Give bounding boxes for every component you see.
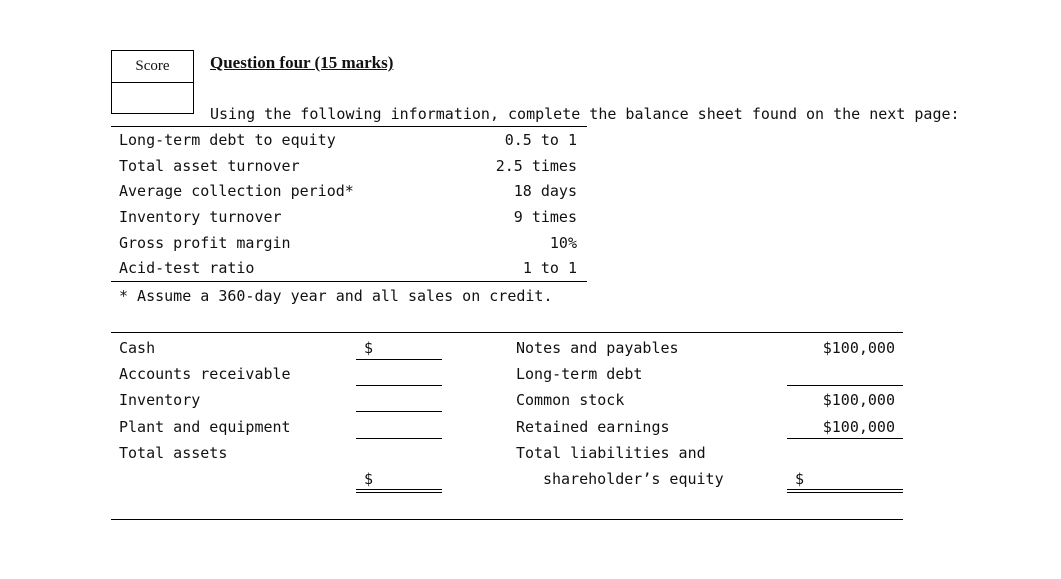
question-intro: Using the following information, complete the balance sheet found on the next page: (210, 105, 960, 123)
asset-blank-line-receivables (356, 385, 442, 386)
ratio-name: Inventory turnover (119, 208, 282, 226)
equity-amount-retained-earnings: $100,000 (822, 418, 895, 436)
ratio-value: 10% (549, 234, 577, 252)
total-liabilities-label-line1: Total liabilities and (516, 444, 706, 462)
equity-underline-retained-earnings (787, 438, 903, 439)
ratio-value: 9 times (513, 208, 577, 226)
total-assets-double-line (356, 489, 442, 493)
equity-label-common-stock: Common stock (516, 391, 625, 409)
total-assets-prefix: $ (364, 470, 374, 488)
total-liabilities-prefix: $ (795, 470, 805, 488)
balance-sheet-bottom-rule (111, 519, 903, 520)
ratio-value: 2.5 times (495, 157, 577, 175)
asset-label-receivables: Accounts receivable (119, 365, 291, 383)
ratio-name: Acid-test ratio (119, 259, 255, 277)
liability-label-long-term-debt: Long-term debt (516, 365, 643, 383)
asset-prefix-cash: $ (364, 339, 374, 357)
score-box (111, 50, 194, 114)
ratio-table-top-rule (111, 126, 587, 127)
balance-sheet-top-rule (111, 332, 903, 333)
total-liabilities-double-line (787, 489, 903, 493)
ratio-table-bottom-rule (111, 281, 587, 282)
score-label: Score (112, 51, 193, 83)
equity-label-retained-earnings: Retained earnings (516, 418, 670, 436)
ratio-value: 0.5 to 1 (504, 131, 577, 149)
liability-label-notes: Notes and payables (516, 339, 679, 357)
ratio-name: Gross profit margin (119, 234, 291, 252)
asset-label-plant: Plant and equipment (119, 418, 291, 436)
asset-label-cash: Cash (119, 339, 156, 357)
ratio-value: 1 to 1 (522, 259, 577, 277)
score-value-field[interactable] (112, 83, 193, 114)
equity-amount-common-stock: $100,000 (822, 391, 895, 409)
asset-blank-line-plant (356, 438, 442, 439)
footnote: * Assume a 360-day year and all sales on credit. (119, 287, 553, 305)
asset-label-inventory: Inventory (119, 391, 201, 409)
ratio-name: Average collection period* (119, 182, 354, 200)
question-title: Question four (15 marks) (210, 53, 394, 72)
total-liabilities-label-line2: shareholder’s equity (543, 470, 724, 488)
ratio-value: 18 days (513, 182, 577, 200)
ratio-name: Total asset turnover (119, 157, 300, 175)
ratio-name: Long-term debt to equity (119, 131, 336, 149)
asset-blank-line-cash (356, 359, 442, 360)
liability-blank-line-long-term-debt (787, 385, 903, 386)
total-assets-label: Total assets (119, 444, 228, 462)
liability-amount-notes: $100,000 (822, 339, 895, 357)
asset-blank-line-inventory (356, 411, 442, 412)
